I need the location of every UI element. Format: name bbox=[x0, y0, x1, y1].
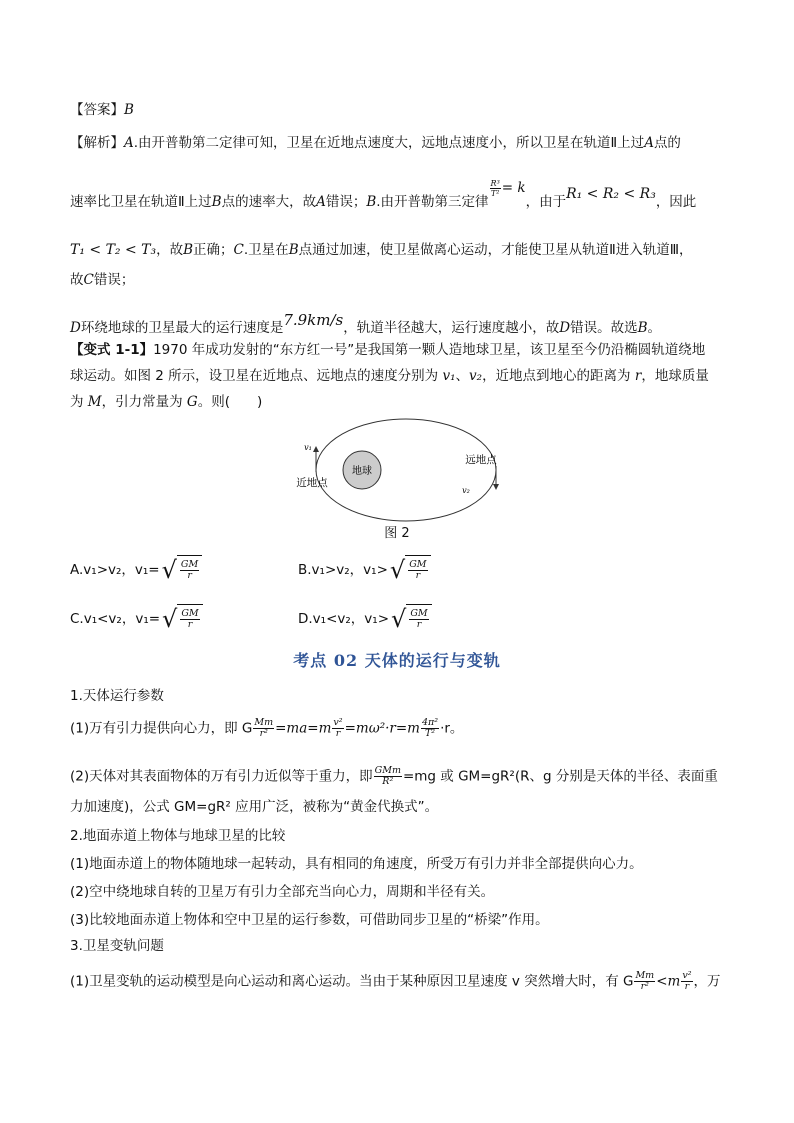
radius-inequality: R₁ < R₂ < R₃ bbox=[566, 186, 656, 202]
earth-label: 地球 bbox=[352, 466, 372, 477]
v1-label: v₁ bbox=[304, 443, 312, 452]
s1-f1n: Mm bbox=[254, 717, 274, 728]
e5: 错误。故选 bbox=[570, 320, 638, 336]
c3: 正确； bbox=[193, 242, 234, 258]
s3-f2n: v² bbox=[682, 970, 692, 981]
s3-fd: r² bbox=[640, 981, 649, 992]
sqrt-b-num: GM bbox=[409, 559, 427, 570]
option-c[interactable] bbox=[70, 604, 203, 634]
period-inequality: T₁ < T₂ < T₃ bbox=[70, 242, 157, 258]
s1-p2 bbox=[70, 766, 718, 787]
analysis-label: 【解析】 bbox=[70, 135, 124, 151]
v-a: 球运动。如图 2 所示，设卫星在近地点、远地点的速度分别为 bbox=[70, 368, 443, 384]
c5: .卫星在 bbox=[243, 242, 289, 258]
s2-p1: (1)地面赤道上的物体随地球一起转动，具有相同的角速度，所受万有引力并非全部提供向心力。 bbox=[70, 856, 643, 872]
b3: 点的速率大，故 bbox=[221, 194, 317, 210]
v-G: G bbox=[186, 394, 198, 410]
s1-p2-cont: 力加速度)，公式 GM=gR² 应用广泛，被称为“黄金代换式”。 bbox=[70, 799, 439, 815]
section-title: 考点 02 天体的运行与变轨 bbox=[293, 651, 501, 670]
s1-p2-fn: GMm bbox=[374, 765, 401, 776]
v-r: r bbox=[634, 368, 642, 384]
s2-p2: (2)空中绕地球自转的卫星万有引力全部充当向心力，周期和半径有关。 bbox=[70, 884, 495, 900]
sqrt-d-den: r bbox=[416, 619, 422, 630]
analysis-line-1 bbox=[70, 133, 681, 153]
b7: .由开普勒第三定律 bbox=[376, 194, 489, 210]
sqrt-d: √ $\frac{GM}{r}$ bbox=[391, 604, 432, 634]
a4: 点的 bbox=[653, 135, 681, 151]
max-speed: 7.9km/s bbox=[283, 311, 344, 329]
s1-f2d: r bbox=[335, 728, 341, 739]
s3-p1 bbox=[70, 971, 721, 992]
option-d-text: D.v₁<v₂，v₁> bbox=[298, 611, 390, 627]
option-a-text: A.v₁>v₂，v₁= bbox=[70, 562, 160, 578]
v2-arrow-head bbox=[493, 484, 499, 490]
s2-p3: (3)比较地面赤道上物体和空中卫星的运行参数，可借助同步卫星的“桥梁”作用。 bbox=[70, 912, 549, 928]
s1-p1-a: (1)万有引力提供向心力，即 G bbox=[70, 720, 253, 737]
s1-f2n: v² bbox=[333, 717, 343, 728]
v2-label: v₂ bbox=[462, 486, 470, 495]
s1-p1-d: ·r。 bbox=[440, 720, 464, 737]
variant-line-1 bbox=[70, 340, 705, 360]
analysis-line-5 bbox=[70, 311, 661, 338]
sqrt-a: √ $\frac{GM}{r}$ bbox=[162, 555, 203, 585]
variant-line-2 bbox=[70, 366, 709, 386]
d2: C bbox=[83, 272, 94, 288]
s1-p1-b: =ma=m bbox=[275, 720, 332, 737]
v-v2: v₂ bbox=[469, 368, 483, 384]
c6: B bbox=[288, 242, 299, 258]
kepler-den: T² bbox=[490, 188, 500, 198]
answer-value: B bbox=[124, 102, 134, 118]
answer-label: 【答案】 bbox=[70, 102, 124, 118]
option-a[interactable] bbox=[70, 555, 202, 585]
option-c-text: C.v₁<v₂，v₁= bbox=[70, 611, 161, 627]
s1-f3d: T² bbox=[424, 728, 436, 739]
s1-f1d: r² bbox=[259, 728, 268, 739]
s1-f3n: 4π² bbox=[421, 717, 439, 728]
sqrt-c-den: r bbox=[187, 619, 193, 630]
v-c: ，地球质量 bbox=[641, 368, 709, 384]
v1-arrow-head bbox=[313, 446, 319, 452]
e2: 环绕地球的卫星最大的运行速度是 bbox=[80, 320, 284, 336]
e6: B bbox=[637, 320, 648, 336]
analysis-line-2 bbox=[70, 178, 697, 212]
s3-p1-b: <m bbox=[656, 973, 681, 990]
variant-label: 【变式 1-1】 bbox=[70, 342, 154, 358]
e4: D bbox=[559, 320, 571, 336]
v-b: ，近地点到地心的距离为 bbox=[482, 368, 635, 384]
sqrt-a-den: r bbox=[187, 570, 192, 581]
s3-p1-a: (1)卫星变轨的运动模型是向心运动和离心运动。当由于某种原因卫星速度 v 突然增大时，有 G bbox=[70, 973, 634, 990]
perigee-label: 近地点 bbox=[296, 477, 328, 489]
sqrt-b: √ $\frac{GM}{r}$ bbox=[390, 555, 431, 585]
d3: 错误； bbox=[93, 272, 135, 288]
b6: B bbox=[366, 194, 377, 210]
b9: ，因此 bbox=[655, 194, 697, 210]
option-d[interactable] bbox=[298, 604, 432, 634]
a3: A bbox=[644, 135, 654, 151]
c4: C bbox=[233, 242, 244, 258]
sqrt-d-num: GM bbox=[410, 608, 428, 619]
c1: ，故 bbox=[156, 242, 184, 258]
sqrt-c-num: GM bbox=[181, 608, 199, 619]
v-f: 。则( ) bbox=[197, 394, 263, 410]
a2: .由开普勒第二定律可知，卫星在近地点速度大，远地点速度小，所以卫星在轨道Ⅱ上过 bbox=[133, 135, 645, 151]
figure-caption: 图 2 bbox=[384, 526, 410, 541]
b8: ，由于 bbox=[525, 194, 567, 210]
s1-title: 1.天体运行参数 bbox=[70, 688, 164, 704]
s1-p1 bbox=[70, 718, 463, 739]
sqrt-c: √ $\frac{GM}{r}$ bbox=[162, 604, 203, 634]
v-v1: v₁ bbox=[442, 368, 456, 384]
kepler-rhs: = k bbox=[501, 180, 526, 196]
b5: 错误； bbox=[325, 194, 367, 210]
v-e: ，引力常量为 bbox=[101, 394, 187, 410]
apogee-label: 远地点 bbox=[465, 454, 497, 466]
c7: 点通过加速，使卫星做离心运动，才能使卫星从轨道Ⅱ进入轨道Ⅲ， bbox=[298, 242, 693, 258]
b2: B bbox=[211, 194, 222, 210]
b1: 速率比卫星在轨道Ⅱ上过 bbox=[70, 194, 212, 210]
e3: ，轨道半径越大，运行速度越小，故 bbox=[343, 320, 560, 336]
s1-p2-fd: R² bbox=[382, 776, 394, 787]
sqrt-a-num: GM bbox=[180, 559, 199, 570]
d1: 故 bbox=[70, 272, 84, 288]
option-b-text: B.v₁>v₂，v₁> bbox=[298, 562, 388, 578]
s3-f2d: r bbox=[684, 981, 690, 992]
s3-fn: Mm bbox=[635, 970, 655, 981]
v-M: M bbox=[87, 394, 102, 410]
kepler-formula bbox=[489, 180, 526, 196]
s2-title: 2.地面赤道上物体与地球卫星的比较 bbox=[70, 828, 286, 844]
kepler-num: R³ bbox=[490, 178, 500, 188]
analysis-line-4 bbox=[70, 270, 134, 290]
v-sep: 、 bbox=[455, 368, 470, 384]
s1-p1-c: =mω²·r=m bbox=[344, 720, 420, 737]
c2: B bbox=[183, 242, 194, 258]
answer-line bbox=[70, 100, 134, 120]
s1-p2-a: (2)天体对其表面物体的万有引力近似等于重力，即 bbox=[70, 768, 373, 785]
b4: A bbox=[316, 194, 326, 210]
s3-p1-c: ，万 bbox=[693, 973, 721, 990]
analysis-line-3 bbox=[70, 240, 693, 260]
s1-p2-b: =mg 或 GM=gR²(R、g 分别是天体的半径、表面重 bbox=[402, 768, 718, 785]
option-b[interactable] bbox=[298, 555, 431, 585]
e1: D bbox=[70, 320, 81, 336]
v-d: 为 bbox=[70, 394, 88, 410]
s3-title: 3.卫星变轨问题 bbox=[70, 938, 164, 954]
sqrt-b-den: r bbox=[415, 570, 421, 581]
e7: 。 bbox=[647, 320, 661, 336]
a1: A bbox=[124, 135, 134, 151]
variant-line-3 bbox=[70, 392, 262, 412]
kepler-fraction bbox=[490, 179, 501, 198]
variant-text-1: 1970 年成功发射的“东方红一号”是我国第一颗人造地球卫星，该卫星至今仍沿椭圆轨道绕地 bbox=[153, 342, 706, 358]
